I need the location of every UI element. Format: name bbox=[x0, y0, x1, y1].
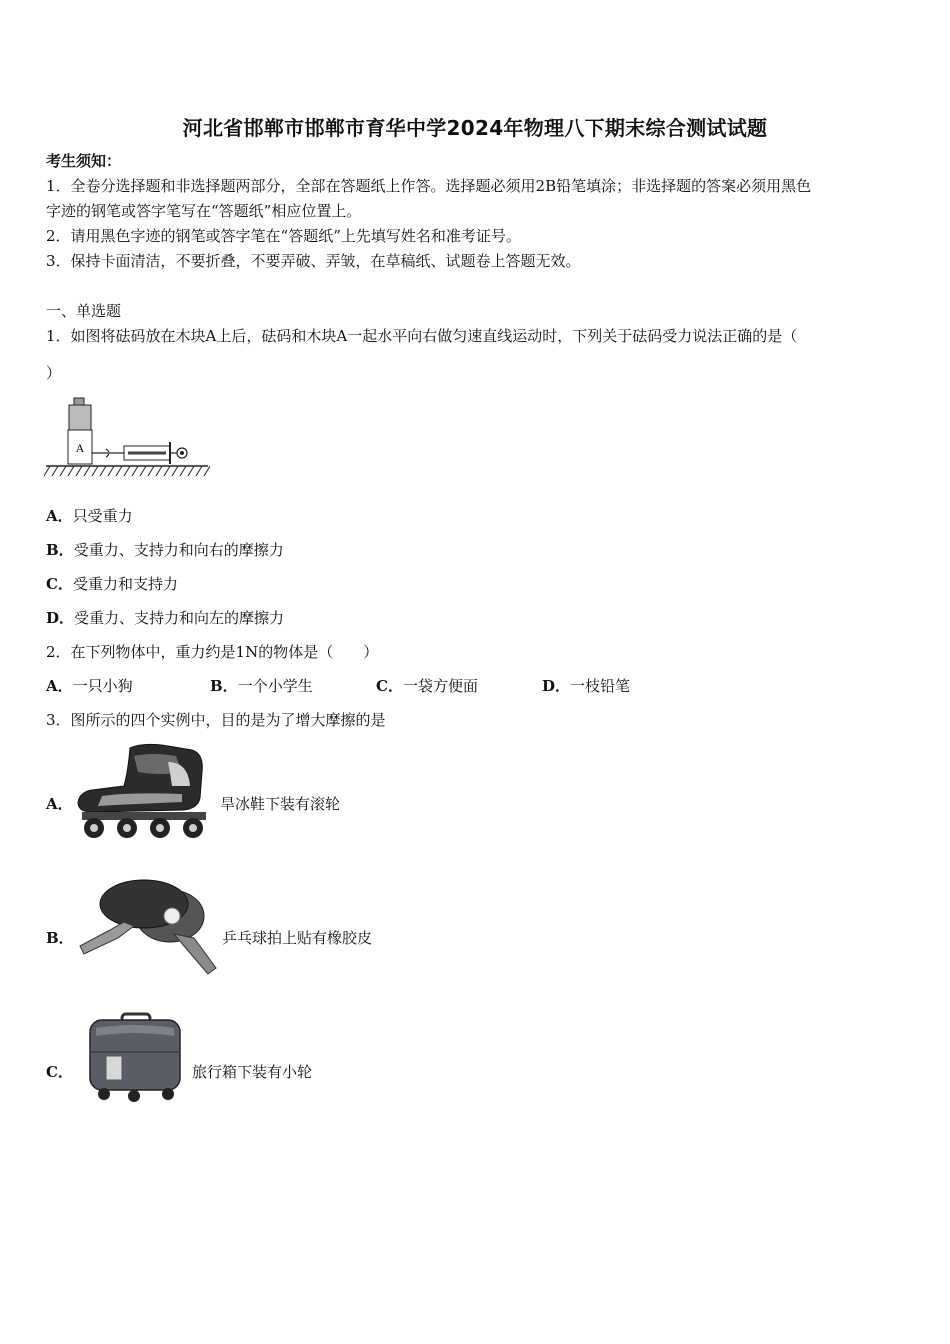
q3-option-a-text: 旱冰鞋下装有滚轮 bbox=[220, 795, 341, 813]
notice-item: 2．请用黑色字迹的钢笔或答字笔在“答题纸”上先填写姓名和准考证号。 bbox=[46, 227, 521, 245]
q3-option-c-text: 旅行箱下装有小轮 bbox=[192, 1063, 313, 1081]
ping-pong-paddle-icon bbox=[74, 876, 220, 978]
q2-stem: 2．在下列物体中，重力约是1N的物体是（ ） bbox=[46, 643, 379, 661]
option-label: A． bbox=[46, 677, 73, 695]
option-label: B． bbox=[46, 929, 74, 947]
notice-item: 3．保持卡面清洁，不要折叠，不要弄破、弄皱，在草稿纸、试题卷上答题无效。 bbox=[46, 252, 581, 270]
roller-skate-icon bbox=[72, 742, 216, 842]
option-text: 受重力、支持力和向左的摩擦力 bbox=[74, 609, 285, 627]
block-label: A bbox=[75, 441, 85, 455]
block-spring-scale-figure bbox=[44, 396, 210, 480]
q1-stem: 1．如图将砝码放在木块A上后，砝码和木块A一起水平向右做匀速直线运动时，下列关于砝码受力说法正确的是（ bbox=[46, 327, 798, 345]
q3-option-c-label[interactable] bbox=[46, 1061, 73, 1083]
option-label: D． bbox=[542, 677, 571, 695]
notice-item: 字迹的钢笔或答字笔写在“答题纸”相应位置上。 bbox=[46, 202, 362, 220]
q1-option-d[interactable] bbox=[46, 607, 284, 629]
option-text: 只受重力 bbox=[72, 507, 133, 525]
q2-option-c[interactable] bbox=[376, 675, 478, 697]
option-label: B． bbox=[210, 677, 238, 695]
option-text: 受重力和支持力 bbox=[72, 575, 178, 593]
q3-stem: 3．图所示的四个实例中，目的是为了增大摩擦的是 bbox=[46, 711, 386, 729]
option-text: 一个小学生 bbox=[237, 677, 313, 695]
option-text: 一袋方便面 bbox=[402, 677, 478, 695]
option-label: A． bbox=[46, 795, 73, 813]
page-title: 河北省邯郸市邯郸市育华中学2024年物理八下期末综合测试试题 bbox=[182, 116, 768, 140]
q3-option-a-label[interactable] bbox=[46, 793, 73, 815]
q2-option-d[interactable] bbox=[542, 675, 630, 697]
notice-heading: 考生须知： bbox=[46, 152, 122, 170]
q1-option-a[interactable] bbox=[46, 505, 133, 527]
q1-option-b[interactable] bbox=[46, 539, 284, 561]
q1-stem-continued: ） bbox=[46, 364, 62, 382]
option-text: 一只小狗 bbox=[72, 677, 133, 695]
option-label: C． bbox=[46, 575, 73, 593]
option-text: 受重力、支持力和向右的摩擦力 bbox=[73, 541, 284, 559]
notice-item: 1．全卷分选择题和非选择题两部分，全部在答题纸上作答。选择题必须用2B铅笔填涂；非选择题的答案必须用黑色 bbox=[46, 177, 812, 195]
option-label: B． bbox=[46, 541, 74, 559]
q2-option-a[interactable] bbox=[46, 675, 133, 697]
option-label: A． bbox=[46, 507, 73, 525]
q3-option-b-text: 乒乓球拍上贴有橡胶皮 bbox=[222, 929, 373, 947]
q3-option-b-label[interactable] bbox=[46, 927, 74, 949]
q2-option-b[interactable] bbox=[210, 675, 313, 697]
q1-option-c[interactable] bbox=[46, 573, 178, 595]
section-heading: 一、单选题 bbox=[46, 302, 122, 320]
option-text: 一枝铅笔 bbox=[570, 677, 631, 695]
option-label: C． bbox=[46, 1063, 73, 1081]
option-label: D． bbox=[46, 609, 75, 627]
suitcase-icon bbox=[86, 1012, 186, 1104]
option-label: C． bbox=[376, 677, 403, 695]
